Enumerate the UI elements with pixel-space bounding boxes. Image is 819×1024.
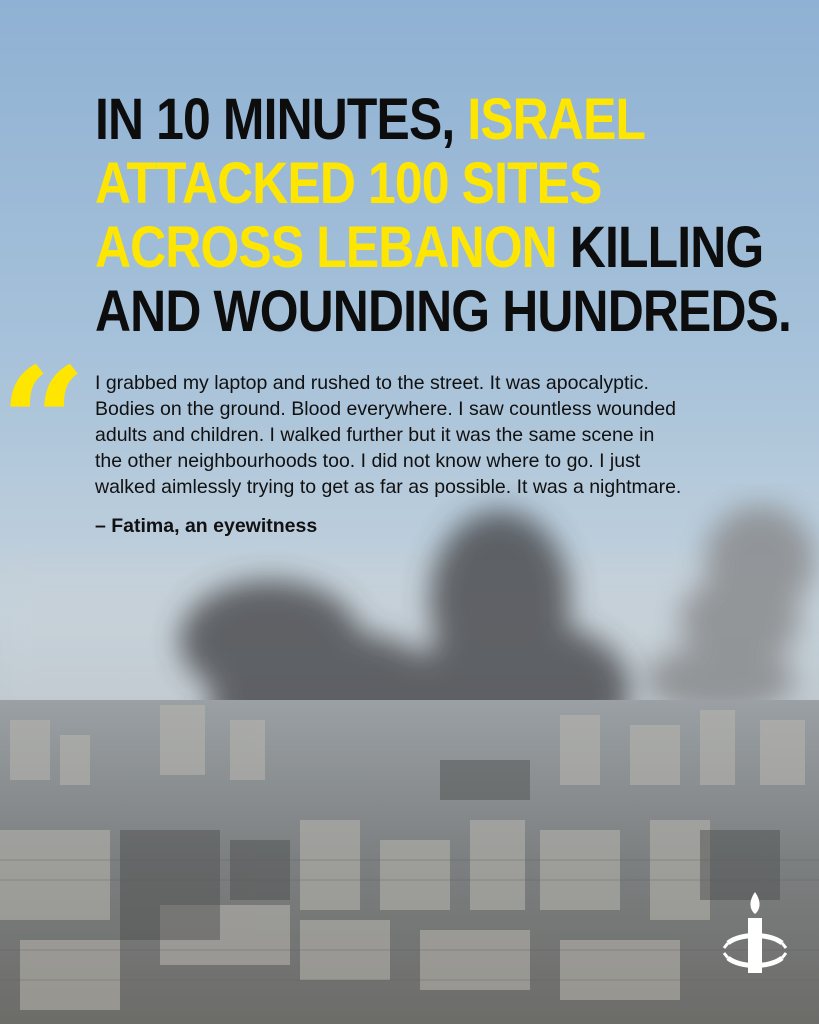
amnesty-candle-logo-icon (720, 888, 790, 988)
headline-highlight: ISRAEL (467, 87, 646, 152)
quote-mark: “ (0, 335, 73, 511)
headline-line-2: ATTACKED 100 SITES (95, 151, 602, 216)
quote-line: I grabbed my laptop and rushed to the street. It was apocalyptic. (95, 372, 649, 394)
eyewitness-quote (95, 370, 785, 500)
headline-line-4: AND WOUNDING HUNDREDS. (95, 279, 792, 344)
headline-line-1 (95, 88, 688, 152)
quote-line: Bodies on the ground. Blood everywhere. I saw countless wounded (95, 398, 677, 420)
quote-line: walked aimlessly trying to get as far as possible. It was a nightmare. (95, 476, 682, 498)
headline-line-3 (95, 215, 764, 280)
quote-attribution: – Fatima, an eyewitness (95, 515, 318, 537)
quote-line: the other neighbourhoods too. I did not know where to go. I just (95, 450, 641, 472)
headline-text: KILLING (556, 215, 764, 280)
headline-highlight: ACROSS LEBANON (95, 215, 557, 280)
quote-line: adults and children. I walked further but it was the same scene in (95, 424, 655, 446)
headline-text: IN 10 MINUTES, (95, 87, 468, 152)
headline (95, 87, 792, 344)
